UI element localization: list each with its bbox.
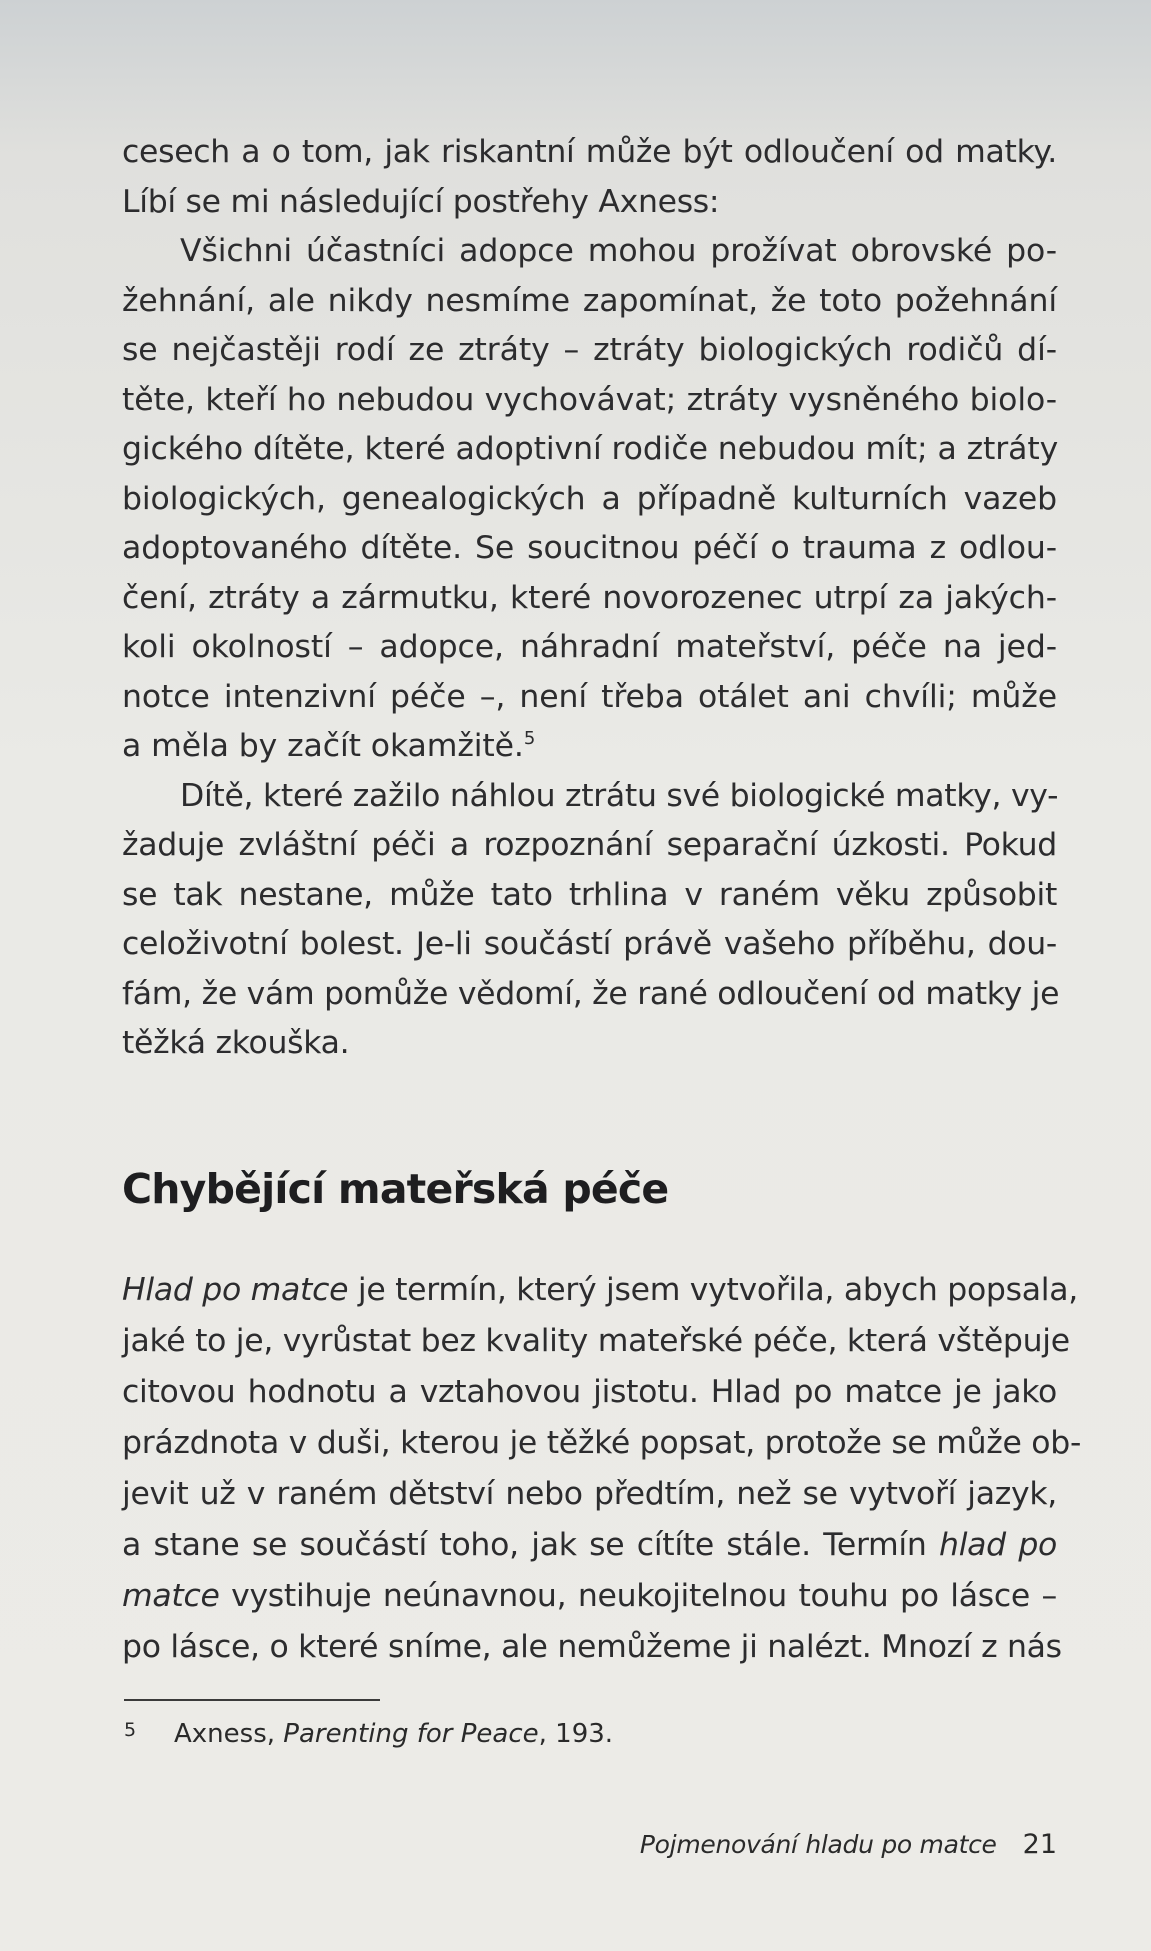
term-italic: hlad po bbox=[939, 1527, 1057, 1563]
text-line bbox=[122, 722, 1057, 772]
term-italic: Hlad po matce bbox=[122, 1272, 349, 1308]
section-heading: Chybějící mateřská péče bbox=[122, 1165, 669, 1213]
term-italic: matce bbox=[122, 1578, 220, 1614]
section-body bbox=[122, 1265, 1082, 1673]
text-line: těžká zkouška. bbox=[122, 1025, 350, 1061]
block-quote bbox=[122, 227, 1057, 772]
text-line: notce intenzivní péče –, není třeba otálet ani chvíli; může bbox=[122, 678, 1057, 715]
text-line: biologických, genealogických a případně kulturních vazeb bbox=[122, 480, 1057, 517]
footnote-author: Axness, bbox=[174, 1719, 284, 1749]
body-text bbox=[122, 128, 1060, 1069]
footnote-number: 5 bbox=[124, 1719, 137, 1741]
text-line-content: je termín, který jsem vytvořila, abych popsala, bbox=[348, 1272, 1078, 1308]
text-line: těte, kteří ho nebudou vychovávat; ztráty vysněného biolo- bbox=[122, 381, 1057, 418]
footnote-divider bbox=[124, 1699, 380, 1701]
footnote-title: Parenting for Peace bbox=[283, 1719, 539, 1749]
text-line: se tak nestane, může tato trhlina v raném věku způsobit bbox=[122, 876, 1057, 913]
text-line: Dítě, které zažilo náhlou ztrátu své biologické matky, vy- bbox=[180, 777, 1059, 814]
page-footer bbox=[640, 1829, 1057, 1860]
text-line: celoživotní bolest. Je-li součástí právě vašeho příběhu, dou- bbox=[122, 926, 1057, 962]
text-line: gického dítěte, které adoptivní rodiče nebudou mít; a ztráty bbox=[122, 431, 1059, 467]
text-line: žaduje zvláštní péči a rozpoznání separační úzkosti. Pokud bbox=[122, 827, 1057, 863]
footnote-pages: , 193. bbox=[538, 1719, 614, 1749]
text-line: koli okolností – adopce, náhradní mateřství, péče na jed- bbox=[122, 629, 1057, 665]
text-line: Všichni účastníci adopce mohou prožívat obrovské po- bbox=[180, 233, 1057, 269]
text-line: po lásce, o které sníme, ale nemůžeme ji nalézt. Mnozí z nás bbox=[122, 1629, 1062, 1665]
text-line: Líbí se mi následující postřehy Axness: bbox=[122, 183, 720, 220]
footnote-reference[interactable]: 5 bbox=[523, 728, 536, 749]
text-line: cesech a o tom, jak riskantní může být odloučení od matky. bbox=[122, 134, 1057, 170]
text-line: se nejčastěji rodí ze ztráty – ztráty biologických rodičů dí- bbox=[122, 332, 1057, 368]
text-line bbox=[122, 1520, 1057, 1571]
text-line: citovou hodnotu a vztahovou jistotu. Hlad po matce je jako bbox=[122, 1374, 1057, 1410]
text-line: čení, ztráty a zármutku, které novorozenec utrpí za jakých- bbox=[122, 579, 1057, 616]
text-line: žehnání, ale nikdy nesmíme zapomínat, že toto požehnání bbox=[122, 282, 1057, 319]
text-line bbox=[122, 1571, 1057, 1622]
text-line: prázdnota v duši, kterou je těžké popsat, protože se může ob- bbox=[122, 1425, 1082, 1461]
text-line-content: a stane se součástí toho, jak se cítíte stále. Termín bbox=[122, 1527, 940, 1563]
text-line: fám, že vám pomůže vědomí, že rané odloučení od matky je bbox=[122, 975, 1060, 1012]
text-line-content: a měla by začít okamžitě. bbox=[122, 728, 524, 764]
text-line bbox=[122, 1265, 1078, 1316]
page-number: 21 bbox=[1022, 1829, 1057, 1860]
text-line: adoptovaného dítěte. Se soucitnou péčí o trauma z odlou- bbox=[122, 530, 1057, 566]
running-head: Pojmenování hladu po matce bbox=[639, 1830, 997, 1859]
text-line: jevit už v raném dětství nebo předtím, než se vytvoří jazyk, bbox=[122, 1476, 1057, 1512]
footnote bbox=[124, 1719, 613, 1749]
text-line-content: vystihuje neúnavnou, neukojitelnou touhu po lásce – bbox=[219, 1578, 1057, 1614]
text-line: jaké to je, vyrůstat bez kvality mateřské péče, která vštěpuje bbox=[122, 1323, 1070, 1359]
